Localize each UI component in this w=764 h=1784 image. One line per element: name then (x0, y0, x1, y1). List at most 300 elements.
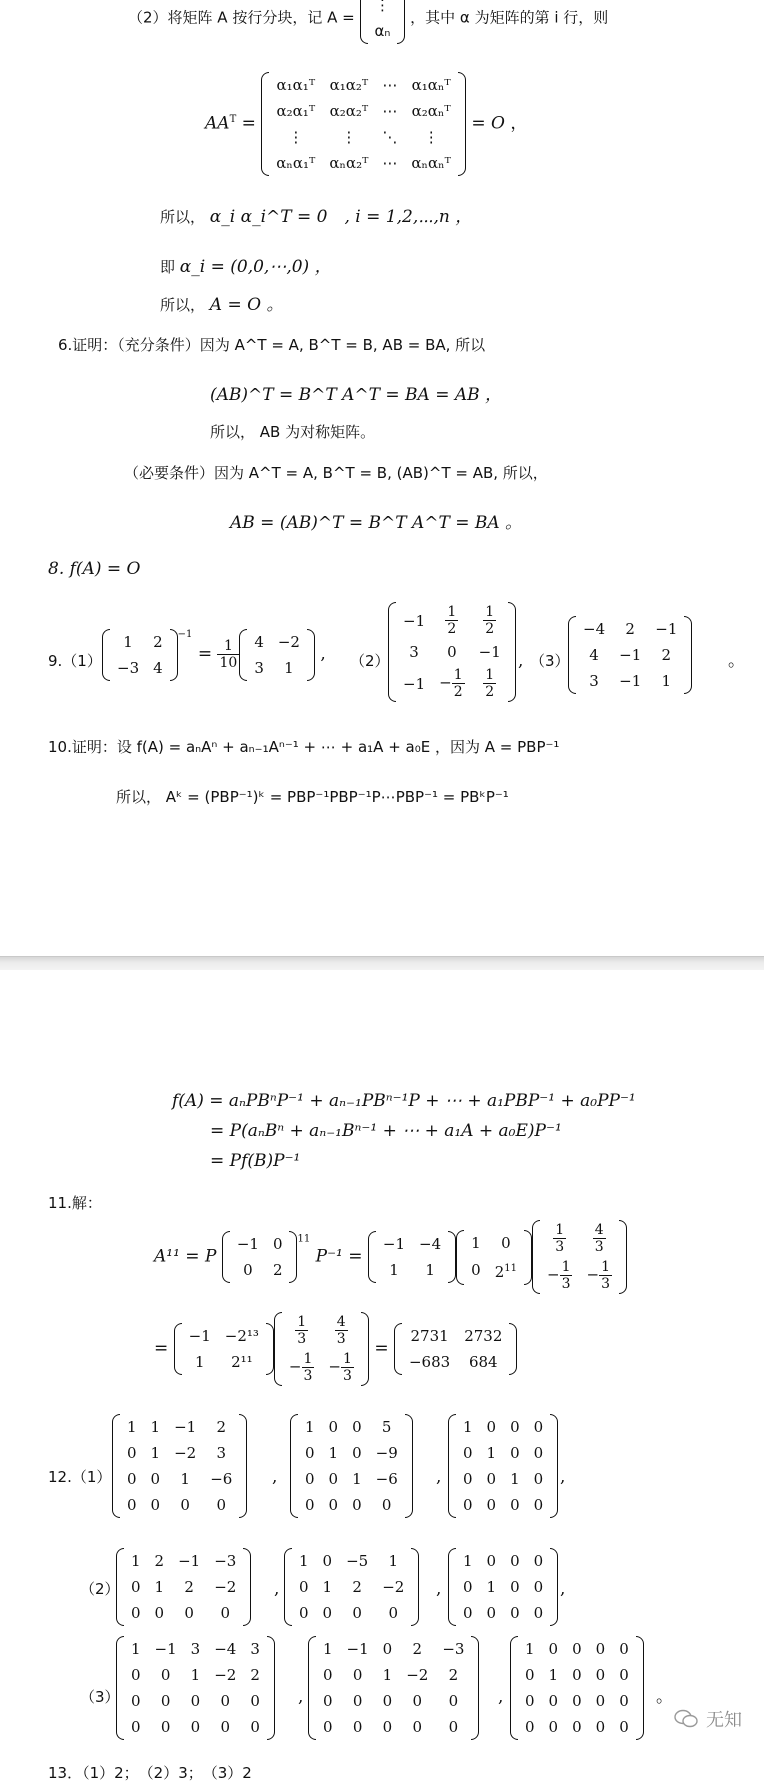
matrix-9-1 (102, 629, 178, 681)
matrix-row (456, 1466, 550, 1492)
matrix-cell: 0 (160, 1666, 171, 1684)
matrix-cell: 0 (525, 1666, 535, 1684)
matrix-cell: 0 (463, 1604, 473, 1622)
matrix-cell: 1 (525, 1640, 535, 1658)
matrix-row (456, 1548, 550, 1574)
matrix-cell: −1 (188, 1327, 211, 1345)
matrix-cell: −1 (655, 620, 678, 638)
matrix-cell: 0 (305, 1444, 315, 1462)
so-line-2 (160, 294, 283, 316)
matrix-row (518, 1662, 636, 1688)
matrix-cell: −4 (583, 620, 606, 638)
matrix-A-rows (360, 0, 406, 44)
matrix-cell: 0 (127, 1470, 137, 1488)
matrix-cell: 0 (220, 1718, 231, 1736)
matrix-cell: 0 (619, 1640, 629, 1658)
matrix-cell: 0 (510, 1578, 520, 1596)
matrix-cell: 0 (305, 1496, 315, 1514)
matrix-cell: −3 (442, 1640, 465, 1658)
matrix-cell: 1 (486, 1444, 497, 1462)
matrix-row (402, 1323, 509, 1349)
matrix-cell: αₙαₙᵀ (411, 154, 451, 172)
so2-text: 所以， (160, 296, 206, 314)
ie-text: 即 (160, 258, 176, 276)
matrix-cell: 0 (510, 1418, 520, 1436)
matrix-cell: 0 (595, 1640, 606, 1658)
part2-intro (128, 0, 608, 44)
ie-relation: α_i = (0,0,⋯,0) ， (179, 257, 332, 277)
so-line-1 (160, 206, 472, 228)
problem-12-1-label: 12.（1） (48, 1468, 112, 1486)
matrix-cell: 1 (510, 1470, 520, 1488)
matrix-cell: α₁α₂ᵀ (329, 76, 369, 94)
fA-line-3: = Pf(B)P⁻¹ (210, 1151, 301, 1171)
matrix-11-result (394, 1323, 517, 1375)
matrix-cell: 1 (299, 1552, 309, 1570)
matrix-cell: 1 (131, 1640, 141, 1658)
matrix-cell: α₂αₙᵀ (411, 102, 451, 120)
matrix-cell: 1 (463, 1418, 473, 1436)
matrix-cell: 3 (190, 1640, 201, 1658)
matrix-cell: 0 (243, 1261, 253, 1279)
matrix-cell: 0 (322, 1604, 333, 1622)
matrix-cell: ⋯ (382, 102, 398, 120)
matrix-cell: 0 (127, 1444, 137, 1462)
matrix-cell: 0 (352, 1496, 362, 1514)
matrix-cell: 0 (448, 1692, 459, 1710)
matrix-cell: 2 (352, 1578, 362, 1596)
matrix-cell: 0 (299, 1578, 309, 1596)
matrix-cell: 0 (619, 1692, 629, 1710)
matrix-cell: 0 (352, 1666, 363, 1684)
matrix-row (298, 1466, 405, 1492)
matrix-cell: 0 (572, 1718, 582, 1736)
problem-11-eq2: = −1 −2¹³ 1 2¹¹ $\frac{1}{3}$ $\frac{4}{3}$ − $\frac{1}{3}$ − $\frac{1}{3}$ = 2731 2732 −683 684 (154, 1312, 517, 1386)
matrix-cell: 0 (381, 1496, 392, 1514)
matrix-cell: α₂α₁ᵀ (276, 102, 316, 120)
ie-line (160, 256, 332, 278)
matrix-cell: 2 (625, 620, 635, 638)
matrix-row (230, 1257, 290, 1283)
matrix-cell: 0 (595, 1692, 606, 1710)
aat-equation: $AA^T$ = α₁α₁ᵀ α₁α₂ᵀ ⋯ α₁αₙᵀ α₂α₁ᵀ α₂α₂ᵀ ⋯ α₂αₙᵀ ⋮ ⋮ ⋱ ⋮ αₙα₁ᵀ αₙα₂ᵀ ⋯ αₙαₙᵀ = O ， (205, 72, 527, 176)
matrix-cell: −2 (214, 1666, 237, 1684)
problem-9-label: 9.（1） (48, 652, 102, 670)
matrix-cell: −2 (406, 1666, 429, 1684)
matrix-cell: 0 (352, 1418, 362, 1436)
matrix-cell: 1 (548, 1666, 559, 1684)
matrix-row (456, 1492, 550, 1518)
matrix-cell: 1 (389, 1261, 399, 1279)
matrix-cell: 2 (154, 1552, 165, 1570)
matrix-row (124, 1662, 267, 1688)
matrix-row (456, 1574, 550, 1600)
matrix-cell: 1 (486, 1578, 497, 1596)
matrix-cell: 0 (486, 1604, 497, 1622)
matrix-cell: −5 (346, 1552, 369, 1570)
matrix-row (120, 1440, 239, 1466)
problem-6-eq2: AB = (AB)^T = B^T A^T = BA 。 (230, 513, 523, 533)
matrix-cell: 2 (250, 1666, 260, 1684)
matrix-cell: 0 (382, 1640, 393, 1658)
matrix-cell: 1 (150, 1444, 161, 1462)
part2-intro-tail2: 为矩阵的第 i 行，则 (469, 8, 609, 27)
matrix-cell: 0 (323, 1692, 333, 1710)
matrix-cell: 1 (180, 1470, 190, 1488)
matrix-cell: 0 (463, 1496, 473, 1514)
part2-intro-text: （2）将矩阵 A 按行分块，记 A = (128, 8, 355, 27)
matrix-cell: 0 (305, 1470, 315, 1488)
matrix-row (269, 72, 458, 98)
matrix-cell: 0 (382, 1692, 393, 1710)
matrix-cell: 0 (328, 1418, 339, 1436)
fA-line-1: f(A) = aₙPBⁿP⁻¹ + aₙ₋₁PBⁿ⁻¹P + ⋯ + a₁PBP⁻¹ + a₀PP⁻¹ (172, 1091, 636, 1111)
p11-power: 11 (297, 1233, 311, 1245)
matrix-cell: αₙα₂ᵀ (329, 154, 369, 172)
matrix-cell: 0 (595, 1718, 606, 1736)
matrix-11-pinv-2: $\frac{1}{3}$ $\frac{4}{3}$ − $\frac{1}{3}$ − $\frac{1}{3}$ (274, 1312, 369, 1386)
matrix-12-1a (112, 1414, 247, 1518)
problem-6-eq1: (AB)^T = B^T A^T = BA = AB ， (210, 385, 503, 405)
matrix-cell: 0 (533, 1418, 544, 1436)
matrix-11-p (368, 1231, 456, 1283)
matrix-cell: 0 (572, 1640, 582, 1658)
matrix-cell: 1 (190, 1666, 201, 1684)
matrix-cell: 0 (619, 1718, 629, 1736)
matrix-cell: 2¹¹ (231, 1353, 253, 1371)
matrix-row (120, 1466, 239, 1492)
matrix-cell: 0 (525, 1718, 535, 1736)
matrix-12-3a (116, 1636, 275, 1740)
matrix-row (124, 1574, 243, 1600)
matrix-11-diag (222, 1231, 298, 1283)
matrix-cell: 0 (352, 1444, 362, 1462)
matrix-cell: −2 (214, 1578, 237, 1596)
matrix-row (292, 1548, 411, 1574)
matrix-cell: 0 (486, 1552, 497, 1570)
matrix-cell: 1 (661, 672, 672, 690)
matrix-AAT (261, 72, 466, 176)
problem-10-conclusion: 所以， Aᵏ = (PBP⁻¹)ᵏ = PBP⁻¹PBP⁻¹P⋯PBP⁻¹ = PBᵏP⁻¹ (116, 788, 509, 806)
matrix-row (368, 0, 398, 18)
matrix-cell: 1 (425, 1261, 435, 1279)
matrix-cell: 1 (322, 1578, 333, 1596)
matrix-cell: 0 (220, 1604, 231, 1622)
matrix-row (576, 616, 684, 642)
matrix-cell: 4 (153, 658, 163, 677)
matrix-cell: 2 (153, 632, 163, 651)
matrix-cell: 5 (381, 1418, 392, 1436)
matrix-cell: 1 (388, 1552, 399, 1570)
matrix-cell: 0 (220, 1692, 231, 1710)
matrix-cell: 2 (661, 646, 672, 664)
matrix-cell: 0 (486, 1418, 497, 1436)
matrix-row (316, 1662, 471, 1688)
matrix-cell: 0 (510, 1496, 520, 1514)
matrix-cell: ⋮ (341, 128, 357, 146)
matrix-cell: 0 (388, 1604, 399, 1622)
matrix-cell: 0 (272, 1235, 283, 1253)
matrix-cell: −2¹³ (224, 1327, 259, 1345)
matrix-cell: ⋮ (288, 128, 304, 146)
p11-mid: P⁻¹ = (315, 1246, 363, 1267)
matrix-cell: 0 (486, 1470, 497, 1488)
matrix-cell: −1 (346, 1640, 369, 1658)
matrix-cell: 1 (284, 658, 294, 677)
matrix-cell: −9 (375, 1444, 398, 1462)
matrix-row (230, 1231, 290, 1257)
matrix-cell: 0 (463, 1444, 473, 1462)
matrix-12-1b (290, 1414, 413, 1518)
problem-9-part3-label: （3） (530, 652, 570, 670)
matrix-cell: 0 (412, 1718, 423, 1736)
matrix-row (316, 1714, 471, 1740)
matrix-cell: 0 (572, 1666, 582, 1684)
matrix-row (124, 1548, 243, 1574)
matrix-cell: 2 (184, 1578, 194, 1596)
matrix-cell: α₁αₙᵀ (411, 76, 451, 94)
part2-intro-tail: ，其中 α (410, 8, 470, 27)
matrix-cell: 1 (150, 1418, 161, 1436)
matrix-cell: 0 (533, 1578, 544, 1596)
matrix-cell: 0 (448, 1718, 459, 1736)
matrix-cell: −4 (214, 1640, 237, 1658)
matrix-cell: −1 (382, 1235, 406, 1253)
matrix-row (376, 1257, 448, 1283)
matrix-cell: 0 (533, 1444, 544, 1462)
matrix-cell: 0 (619, 1666, 629, 1684)
matrix-cell: −2 (174, 1444, 197, 1462)
so2-relation: A = O 。 (209, 295, 284, 315)
matrix-cell: 2 (272, 1261, 283, 1279)
matrix-cell: αₙ (374, 22, 391, 40)
matrix-cell: −1 (154, 1640, 177, 1658)
matrix-cell: 0 (352, 1692, 363, 1710)
matrix-row (110, 629, 170, 655)
matrix-cell: 3 (589, 672, 599, 690)
matrix-cell: α₂α₂ᵀ (329, 102, 369, 120)
matrix-row (456, 1600, 550, 1626)
problem-6-conclusion: 所以， AB 为对称矩阵。 (210, 423, 376, 441)
matrix-cell: −683 (408, 1353, 451, 1371)
matrix-cell: 0 (131, 1604, 141, 1622)
matrix-cell: 0 (510, 1444, 520, 1462)
matrix-cell: 0 (299, 1604, 309, 1622)
matrix-row (298, 1414, 405, 1440)
matrix-row (576, 642, 684, 668)
matrix-row (316, 1636, 471, 1662)
matrix-cell: 0 (131, 1692, 141, 1710)
matrix-cell: 0 (463, 1578, 473, 1596)
matrix-cell: −1 (619, 646, 642, 664)
problem-11-heading: 11.解： (48, 1194, 102, 1212)
matrix-cell: 684 (468, 1353, 498, 1371)
matrix-cell: 0 (160, 1718, 171, 1736)
matrix-cell: 1 (305, 1418, 315, 1436)
matrix-row (269, 124, 458, 150)
matrix-cell: 0 (525, 1692, 535, 1710)
problem-8: 8. f(A) = O (48, 559, 141, 579)
matrix-cell: −2 (277, 632, 300, 651)
matrix-cell: 4 (589, 646, 599, 664)
matrix-cell: 0 (323, 1666, 333, 1684)
matrix-9-3 (568, 616, 692, 694)
matrix-cell: −3 (117, 658, 140, 677)
matrix-cell: 1 (194, 1353, 205, 1371)
matrix-cell: 1 (352, 1470, 362, 1488)
matrix-row (456, 1414, 550, 1440)
so-relation: α_i α_i^T = 0 , i = 1,2,⋯,n ， (209, 207, 473, 227)
matrix-cell: 0 (548, 1640, 559, 1658)
matrix-cell: 0 (382, 1718, 393, 1736)
matrix-cell: ⋯ (382, 154, 398, 172)
matrix-cell: 0 (154, 1604, 165, 1622)
matrix-12-3b (308, 1636, 479, 1740)
matrix-row (518, 1636, 636, 1662)
matrix-9-2: −1 $\frac{1}{2}$ $\frac{1}{2}$ 3 0 −1 −1 − $\frac{1}{2}$ $\frac{1}{2}$ (388, 602, 516, 702)
matrix-row (247, 655, 307, 681)
matrix-12-1c (448, 1414, 558, 1518)
matrix-cell: 0 (322, 1552, 333, 1570)
matrix-cell: −1 (174, 1418, 197, 1436)
matrix-cell: −6 (375, 1470, 398, 1488)
matrix-cell: 0 (352, 1718, 363, 1736)
matrix-cell: ⋯ (382, 76, 398, 94)
matrix-row (120, 1492, 239, 1518)
fA-line-2: = P(aₙBⁿ + aₙ₋₁Bⁿ⁻¹ + ⋯ + a₁A + a₀E)P⁻¹ (210, 1121, 562, 1141)
matrix-row (518, 1688, 636, 1714)
matrix-cell: 1 (131, 1552, 141, 1570)
matrix-row (316, 1688, 471, 1714)
matrix-cell: 0 (352, 1604, 362, 1622)
matrix-row (124, 1714, 267, 1740)
matrix-cell: 2 (448, 1666, 459, 1684)
matrix-cell: 0 (250, 1718, 260, 1736)
matrix-cell: 0 (412, 1692, 423, 1710)
matrix-cell: ⋱ (382, 128, 398, 146)
problem-11-eq1 (154, 1220, 627, 1294)
matrix-cell: 0 (533, 1604, 544, 1622)
matrix-cell: −1 (236, 1235, 259, 1253)
chat-bubble-icon (674, 1709, 698, 1729)
matrix-cell: 1 (382, 1666, 393, 1684)
matrix-cell: 0 (510, 1552, 520, 1570)
matrix-cell: 0 (180, 1496, 190, 1514)
matrix-row (376, 1231, 448, 1257)
matrix-cell: 0 (150, 1470, 161, 1488)
problem-13: 13．（1）2； （2）3； （3）2 (48, 1764, 252, 1782)
matrix-12-2b (284, 1548, 419, 1626)
matrix-cell: ⋮ (423, 128, 439, 146)
matrix-cell: 0 (216, 1496, 227, 1514)
matrix-cell: 1 (328, 1444, 339, 1462)
matrix-cell: αₙα₁ᵀ (276, 154, 316, 172)
matrix-cell: 0 (548, 1692, 559, 1710)
matrix-cell: 2731 (410, 1327, 449, 1345)
matrix-cell: 0 (160, 1692, 171, 1710)
matrix-cell: 0 (190, 1718, 201, 1736)
matrix-cell: 4 (254, 632, 264, 651)
matrix-cell: 0 (463, 1470, 473, 1488)
matrix-cell: 0 (184, 1604, 194, 1622)
matrix-row (298, 1440, 405, 1466)
matrix-row (269, 98, 458, 124)
matrix-cell: 1 (123, 632, 133, 651)
matrix-cell: −4 (419, 1235, 442, 1253)
matrix-cell: 0 (548, 1718, 559, 1736)
matrix-cell: 3 (216, 1444, 227, 1462)
matrix-9-1-result (239, 629, 315, 681)
matrix-11-prod (174, 1323, 274, 1375)
matrix-row (402, 1349, 509, 1375)
document-page-1: （2）将矩阵 A 按行分块，记 A = ⋮ αₙ ，其中 α 为矩阵的第 i 行，则 $AA^T$ = α₁α₁ᵀ α₁α₂ᵀ ⋯ α₁αₙᵀ α₂α₁ᵀ α₂α₂ᵀ ⋯ α₂αₙᵀ ⋮ ⋮ ⋱ ⋮ αₙα₁ᵀ αₙα₂ᵀ ⋯ αₙαₙᵀ = O ， 所以， α_i α_i^T = 0 , i = 1,2,⋯,n ， 即 α_i = (0,0,⋯,0) ， 所以， A = O 。 6.证明：（充分条件）因为 A^T = A, B^T = B, AB = BA, 所以 (AB)^T = B^T A^T = BA = AB ， 所以， AB 为对称矩阵。 （必要条件）因为 A^T = A, B^T = B, (AB)^T = AB, 所以， AB = (AB)^T = B^T A^T = BA 。 8. f(A) = O 9.（1） 1 2 −3 4 $^{-1}$ = $\frac{1}{10}$ 4 −2 3 1 , （2） −1 $\frac{1}{2}$ $\frac{1}{2}$ 3 0 −1 −1 − $\frac{1}{2}$ $\frac{1}{2}$ , （3） −4 2 −1 4 −1 2 3 −1 1 。 10.证明：设 f(A) = aₙAⁿ + aₙ₋₁Aⁿ⁻¹ + ⋯ + a₁A + a₀E ，因为 A = PBP⁻¹ 所以， Aᵏ = (PBP⁻¹)ᵏ = PBP⁻¹PBP⁻¹P⋯PBP⁻¹ = PBᵏP⁻¹ (0, 0, 764, 956)
matrix-cell: ⋮ (374, 0, 390, 14)
matrix-cell: 1 (127, 1418, 137, 1436)
matrix-cell: α₁α₁ᵀ (276, 76, 316, 94)
problem-6-heading: 6.证明：（充分条件）因为 A^T = A, B^T = B, AB = BA, 所以 (58, 336, 486, 354)
matrix-cell: 0 (572, 1692, 582, 1710)
matrix-cell: 0 (250, 1692, 260, 1710)
matrix-row (298, 1492, 405, 1518)
problem-12-2-label: （2） (80, 1580, 120, 1598)
so1-text: 所以， (160, 208, 206, 226)
fraction-1-10: $\frac{1}{10}$ (219, 638, 238, 671)
matrix-cell: 0 (131, 1718, 141, 1736)
matrix-cell: 0 (595, 1666, 606, 1684)
watermark-text: 无知 (706, 1710, 742, 1731)
matrix-row (124, 1688, 267, 1714)
matrix-cell: 1 (463, 1552, 473, 1570)
matrix-row (456, 1440, 550, 1466)
problem-12-3-label: （3） (80, 1688, 120, 1706)
matrix-row (576, 668, 684, 694)
matrix-row (518, 1714, 636, 1740)
matrix-cell: 0 (533, 1552, 544, 1570)
matrix-row (124, 1636, 267, 1662)
matrix-cell: 0 (323, 1718, 333, 1736)
matrix-12-3c (510, 1636, 644, 1740)
matrix-row (120, 1414, 239, 1440)
matrix-cell: 0 (127, 1496, 137, 1514)
matrix-cell: 0 (510, 1604, 520, 1622)
matrix-cell: 0 (131, 1578, 141, 1596)
matrix-row (368, 18, 398, 44)
matrix-cell: 0 (131, 1666, 141, 1684)
matrix-row (124, 1600, 243, 1626)
matrix-cell: 0 (328, 1496, 339, 1514)
matrix-cell: 0 (150, 1496, 161, 1514)
matrix-12-2c (448, 1548, 558, 1626)
matrix-cell: 1 (154, 1578, 165, 1596)
matrix-row (247, 629, 307, 655)
document-page-2: f(A) = aₙPBⁿP⁻¹ + aₙ₋₁PBⁿ⁻¹P + ⋯ + a₁PBP⁻¹ + a₀PP⁻¹ = P(aₙBⁿ + aₙ₋₁Bⁿ⁻¹ + ⋯ + a₁A + a₀E)P⁻¹ = Pf(B)P⁻¹ 11.解： A¹¹ = P −1 0 0 2 $^{11}$ P⁻¹ = −1 −4 1 1 1 0 0 $2^{11}$ $\frac{1}{3}$ $\frac{4}{3}$ − $\frac{1}{3}$ − $\frac{1}{3}$ = −1 −2¹³ 1 2¹¹ $\frac{1}{3}$ $\frac{4}{3}$ − $\frac{1}{3}$ − $\frac{1}{3}$ = 2731 2732 −683 684 12.（1） 1 1 −1 2 0 1 −2 3 0 0 1 −6 0 0 0 0 , 1 0 0 5 0 1 0 −9 0 0 1 −6 0 0 0 0 , 1 0 0 0 0 1 0 0 0 0 1 0 0 0 0 0 , （2） 1 2 −1 −3 0 1 2 −2 0 0 0 0 , 1 0 −5 1 0 1 2 −2 0 0 0 0 , 1 0 0 0 0 1 0 0 0 0 0 0 , （3） 1 −1 3 −4 3 0 0 1 −2 2 0 0 0 0 0 0 0 0 0 0 , 1 −1 0 2 −3 0 0 1 −2 2 0 0 0 0 0 0 0 0 0 0 , 1 0 0 0 0 0 1 0 0 0 0 0 0 0 0 0 0 0 0 0 。 13．（1）2； （2）3； （3）2 无知 (0, 970, 764, 1780)
matrix-cell: 3 (250, 1640, 260, 1658)
matrix-row (269, 150, 458, 176)
matrix-12-2a (116, 1548, 251, 1626)
problem-9-part2-label: （2） (350, 652, 390, 670)
matrix-cell: 1 (323, 1640, 333, 1658)
matrix-cell: 2 (412, 1640, 423, 1658)
matrix-cell: 2 (216, 1418, 227, 1436)
matrix-cell: −2 (382, 1578, 405, 1596)
matrix-cell: 3 (254, 658, 264, 677)
matrix-cell: 2732 (464, 1327, 503, 1345)
matrix-cell: 0 (328, 1470, 339, 1488)
problem-10-heading: 10.证明：设 f(A) = aₙAⁿ + aₙ₋₁Aⁿ⁻¹ + ⋯ + a₁A + a₀E ，因为 A = PBP⁻¹ (48, 738, 560, 756)
matrix-cell: 0 (486, 1496, 497, 1514)
watermark (674, 1706, 742, 1732)
matrix-cell: 0 (190, 1692, 201, 1710)
